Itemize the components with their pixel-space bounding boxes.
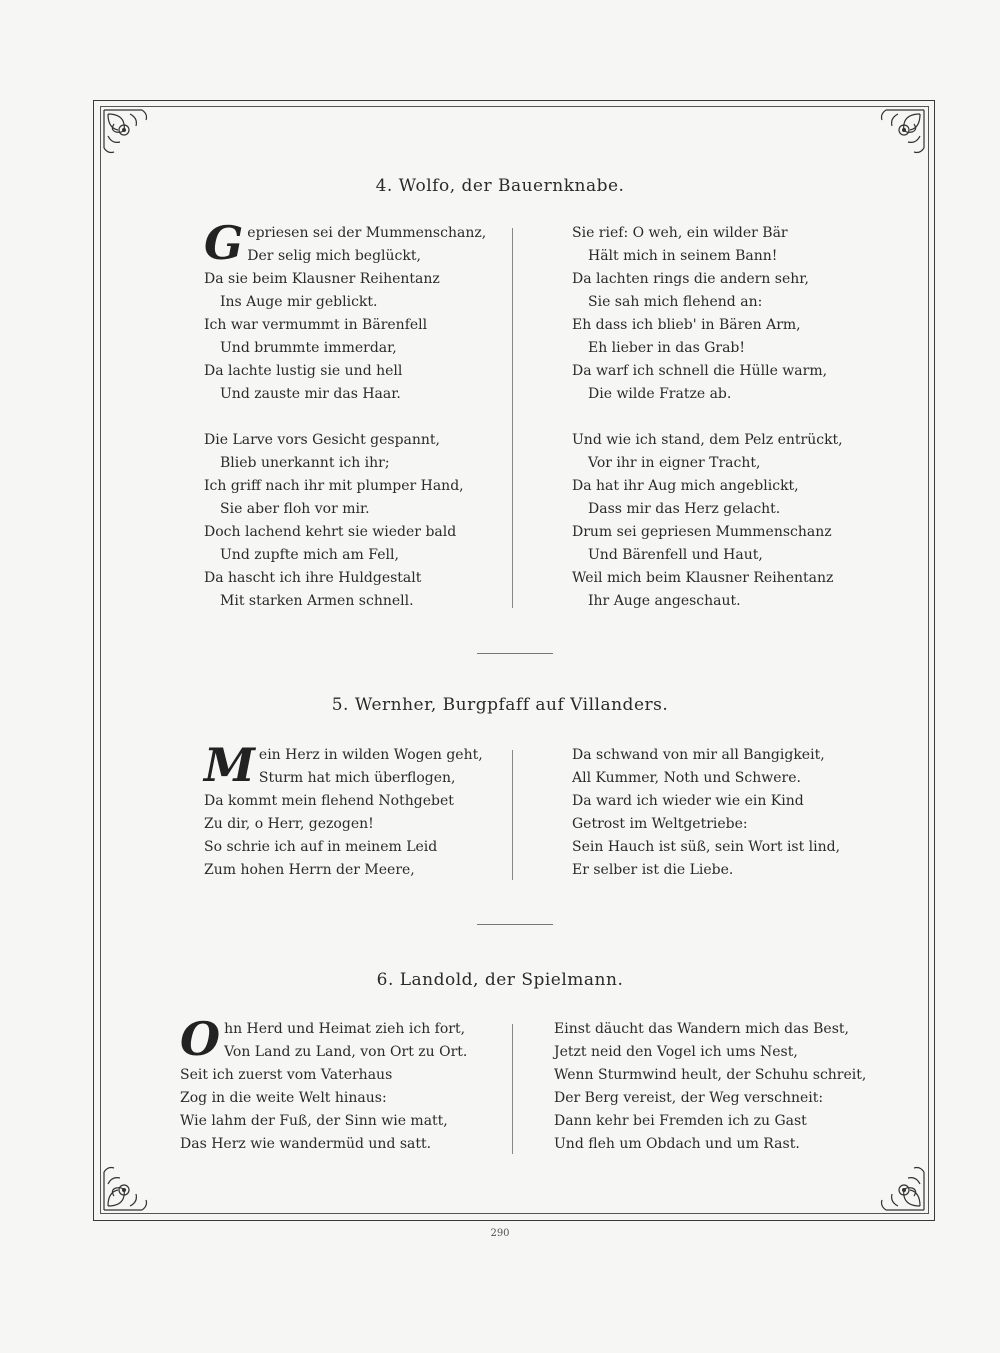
poem-line: Sie rief: O weh, ein wilder Bär bbox=[572, 225, 788, 241]
column-divider bbox=[512, 1024, 513, 1154]
poem-column-left bbox=[204, 216, 504, 613]
poem-line: Da schwand von mir all Bangigkeit, bbox=[572, 747, 825, 763]
corner-ornament-top-left bbox=[102, 108, 160, 166]
corner-ornament-bottom-left bbox=[102, 1154, 160, 1212]
section-title: 4. Wolfo, der Bauernknabe. bbox=[375, 176, 625, 196]
poem-line: Ins Auge mir geblickt. bbox=[220, 294, 378, 310]
section-title: 6. Landold, der Spielmann. bbox=[376, 970, 624, 990]
poem-line: Wenn Sturmwind heult, der Schuhu schreit, bbox=[554, 1067, 867, 1083]
poem-line: Dann kehr bei Fremden ich zu Gast bbox=[554, 1113, 807, 1129]
poem-column-right bbox=[554, 1018, 874, 1156]
poem-line: Mit starken Armen schnell. bbox=[220, 593, 414, 609]
poem-line: Eh dass ich blieb' in Bären Arm, bbox=[572, 317, 801, 333]
poem-line: Er selber ist die Liebe. bbox=[572, 862, 734, 878]
poem-line: Die wilde Fratze ab. bbox=[588, 386, 732, 402]
poem-line: Getrost im Weltgetriebe: bbox=[572, 816, 748, 832]
poem-line: Weil mich beim Klausner Reihentanz bbox=[572, 570, 834, 586]
poem-column-right bbox=[572, 222, 872, 613]
poem-line: Und Bärenfell und Haut, bbox=[588, 547, 763, 563]
section-separator bbox=[477, 653, 553, 654]
poem-line: Sturm hat mich überflogen, bbox=[258, 770, 456, 786]
poem-line: Eh lieber in das Grab! bbox=[588, 340, 746, 356]
stanza-break bbox=[204, 406, 504, 429]
poem-line: Da hascht ich ihre Huldgestalt bbox=[204, 570, 422, 586]
column-divider bbox=[512, 750, 513, 880]
poem-line: Sie sah mich flehend an: bbox=[588, 294, 763, 310]
poem-line: Jetzt neid den Vogel ich ums Nest, bbox=[554, 1044, 798, 1060]
poem-line: ein Herz in wilden Wogen geht, bbox=[258, 747, 483, 763]
poem-line: epriesen sei der Mummenschanz, bbox=[247, 225, 487, 241]
drop-cap: M bbox=[204, 738, 255, 792]
poem-line: Ihr Auge angeschaut. bbox=[588, 593, 741, 609]
poem-line: Wie lahm der Fuß, der Sinn wie matt, bbox=[180, 1113, 448, 1129]
poem-line: Und wie ich stand, dem Pelz entrückt, bbox=[572, 432, 843, 448]
corner-ornament-top-right bbox=[868, 108, 926, 166]
poem-column-left bbox=[204, 738, 504, 882]
poem-line: Sie aber floh vor mir. bbox=[220, 501, 370, 517]
page-number: 290 bbox=[490, 1228, 510, 1239]
poem-line: Und brummte immerdar, bbox=[220, 340, 397, 356]
drop-cap: O bbox=[180, 1012, 221, 1066]
poem-line: Von Land zu Land, von Ort zu Ort. bbox=[224, 1044, 468, 1060]
poem-line: Der selig mich beglückt, bbox=[247, 248, 421, 264]
poem-line: Die Larve vors Gesicht gespannt, bbox=[204, 432, 440, 448]
poem-line: Da lachte lustig sie und hell bbox=[204, 363, 403, 379]
poem-line: Zum hohen Herrn der Meere, bbox=[204, 862, 415, 878]
poem-line: Da lachten rings die andern sehr, bbox=[572, 271, 809, 287]
section-separator bbox=[477, 924, 553, 925]
poem-line: Hält mich in seinem Bann! bbox=[588, 248, 778, 264]
poem-line: All Kummer, Noth und Schwere. bbox=[572, 770, 801, 786]
poem-line: Da hat ihr Aug mich angeblickt, bbox=[572, 478, 799, 494]
poem-line: Da sie beim Klausner Reihentanz bbox=[204, 271, 440, 287]
poem-column-right bbox=[572, 744, 872, 882]
poem-line: Da kommt mein flehend Nothgebet bbox=[204, 793, 454, 809]
stanza-break bbox=[572, 406, 872, 429]
poem-line: Und fleh um Obdach und um Rast. bbox=[554, 1136, 800, 1152]
poem-line: Blieb unerkannt ich ihr; bbox=[220, 455, 390, 471]
poem-line: Sein Hauch ist süß, sein Wort ist lind, bbox=[572, 839, 841, 855]
poem-line: Zu dir, o Herr, gezogen! bbox=[204, 816, 374, 832]
section-title: 5. Wernher, Burgpfaff auf Villanders. bbox=[331, 695, 669, 715]
poem-line: Einst däucht das Wandern mich das Best, bbox=[554, 1021, 849, 1037]
poem-line: Zog in die weite Welt hinaus: bbox=[180, 1090, 387, 1106]
column-divider bbox=[512, 228, 513, 608]
poem-line: Und zauste mir das Haar. bbox=[220, 386, 401, 402]
poem-line: Vor ihr in eigner Tracht, bbox=[588, 455, 761, 471]
poem-line: So schrie ich auf in meinem Leid bbox=[204, 839, 438, 855]
poem-line: Doch lachend kehrt sie wieder bald bbox=[204, 524, 457, 540]
poem-line: Da ward ich wieder wie ein Kind bbox=[572, 793, 804, 809]
drop-cap: G bbox=[204, 216, 244, 270]
poem-line: Ich griff nach ihr mit plumper Hand, bbox=[204, 478, 464, 494]
poem-line: Dass mir das Herz gelacht. bbox=[588, 501, 781, 517]
corner-ornament-bottom-right bbox=[868, 1154, 926, 1212]
poem-line: Und zupfte mich am Fell, bbox=[220, 547, 399, 563]
poem-line: Das Herz wie wandermüd und satt. bbox=[180, 1136, 432, 1152]
poem-column-left bbox=[180, 1012, 500, 1156]
poem-line: Der Berg vereist, der Weg verschneit: bbox=[554, 1090, 824, 1106]
poem-line: Drum sei gepriesen Mummenschanz bbox=[572, 524, 832, 540]
poem-line: hn Herd und Heimat zieh ich fort, bbox=[224, 1021, 466, 1037]
poem-line: Da warf ich schnell die Hülle warm, bbox=[572, 363, 828, 379]
poem-line: Seit ich zuerst vom Vaterhaus bbox=[180, 1067, 393, 1083]
poem-line: Ich war vermummt in Bärenfell bbox=[204, 317, 428, 333]
